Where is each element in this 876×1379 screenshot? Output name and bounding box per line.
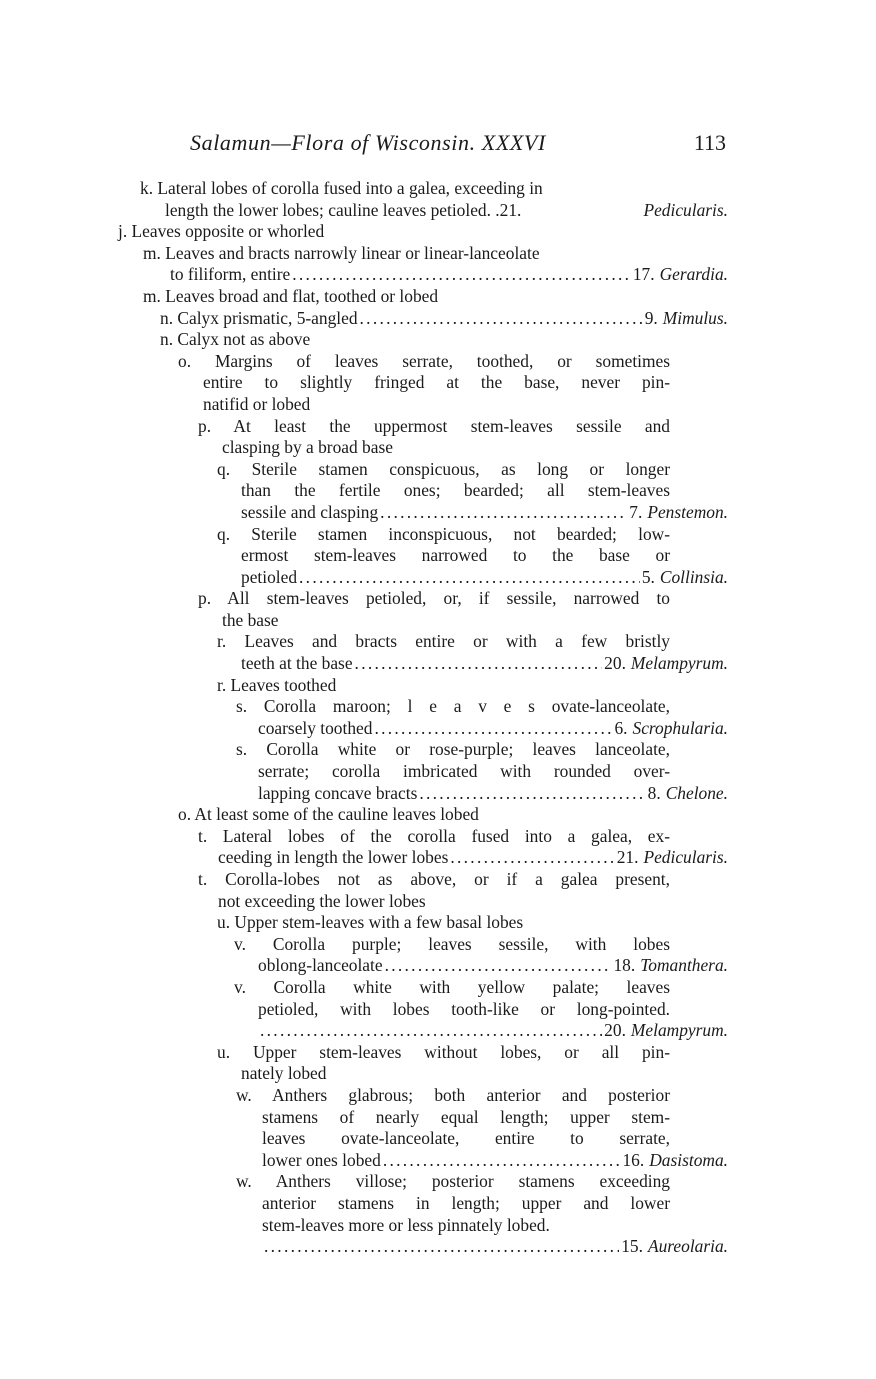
key-text: p. At least the uppermost stem-leaves sessile and [198,415,670,436]
key-line [0,675,876,697]
key-line [0,394,876,416]
key-text: oblong-lanceolate [258,955,383,976]
genus-number: 9. [644,307,658,328]
key-text: m. Leaves and bracts narrowly linear or linear-lanceolate [143,242,540,263]
key-text: petioled [241,566,298,587]
key-line [0,977,876,999]
dot-leader [360,308,643,330]
key-line [0,416,876,438]
key-line [0,891,876,913]
key-line [0,934,876,956]
dot-leader [380,502,627,524]
key-text: teeth at the base [241,653,353,674]
dot-leader [419,783,645,805]
key-line [0,588,876,610]
running-title: Salamun—Flora of Wisconsin. XXXVI [190,130,546,155]
key-line [0,243,876,265]
key-text: petioled, with lobes tooth-like or long-pointed. [258,998,670,1019]
key-line [0,567,876,589]
genus-name: Pedicularis. [643,199,728,220]
key-text: coarsely toothed [258,717,373,738]
key-line [0,264,876,286]
dot-leader [355,653,603,675]
key-text: t. Corolla-lobes not as above, or if a galea present, [198,869,670,889]
key-text: q. Sterile stamen inconspicuous, not bearded; low- [217,523,670,544]
key-text: lapping concave bracts [258,782,418,803]
key-text: leaves ovate-lanceolate, entire to serrate, [262,1128,670,1149]
genus-number: 5. [641,566,655,587]
key-line [0,329,876,351]
key-text: o. Margins of leaves serrate, toothed, or sometimes [178,350,670,371]
key-line [0,783,876,805]
key-text: u. Upper stem-leaves without lobes, or all pin- [217,1041,670,1062]
genus-name: Aureolaria. [647,1236,728,1257]
key-line [0,739,876,761]
key-line [0,351,876,373]
key-text: n. Calyx prismatic, 5-angled [160,307,358,328]
key-line [0,1085,876,1107]
key-line [0,999,876,1021]
key-text: s. Corolla white or rose-purple; leaves lanceolate, [236,739,670,760]
key-text: n. Calyx not as above [160,329,311,350]
key-text: ceeding in length the lower lobes [218,847,449,868]
key-text: w. Anthers villose; posterior stamens exceeding [236,1171,670,1192]
key-line [0,653,876,675]
key-text: length the lower lobes; cauline leaves petioled. .21. [165,199,522,220]
genus-name: Melampyrum. [630,653,728,674]
key-text: v. Corolla purple; leaves sessile, with lobes [234,933,670,954]
key-line [0,459,876,481]
key-text: w. Anthers glabrous; both anterior and posterior [236,1084,670,1105]
key-text: to filiform, entire [170,264,291,285]
dot-leader [450,847,614,869]
key-line [0,1236,876,1258]
key-line [0,545,876,567]
dot-leader [260,1020,602,1042]
key-line [0,200,876,222]
identification-key [0,178,876,1258]
key-line [0,286,876,308]
key-text: lower ones lobed [262,1149,381,1170]
page-number: 113 [693,130,726,155]
genus-number: 16. [622,1149,645,1170]
key-text: p. All stem-leaves petioled, or, if sessile, narrowed to [198,588,670,609]
key-text: stamens of nearly equal length; upper stem- [262,1106,670,1127]
key-line [0,869,876,891]
genus-number: 20. [604,653,626,674]
genus-name: Pedicularis. [643,847,728,868]
key-text: v. Corolla white with yellow palate; leaves [234,976,670,997]
genus-name: Collinsia. [659,566,728,587]
key-line [0,1193,876,1215]
key-text: stem-leaves more or less pinnately lobed. [262,1214,550,1235]
genus-name: Gerardia. [659,264,728,285]
dot-leader [292,264,631,286]
dot-leader [299,567,640,589]
key-line [0,1128,876,1150]
dot-leader [264,1236,619,1258]
genus-name: Mimulus. [662,307,728,328]
genus-name: Chelone. [665,782,728,803]
key-line [0,524,876,546]
key-line [0,955,876,977]
key-text: ermost stem-leaves narrowed to the base or [241,545,670,566]
key-line [0,178,876,200]
genus-number: 17. [632,264,655,285]
key-line [0,696,876,718]
key-text: clasping by a broad base [222,437,393,458]
key-line [0,610,876,632]
key-line [0,372,876,394]
key-line [0,847,876,869]
genus-name: Tomanthera. [640,955,728,976]
key-text: j. Leaves opposite or whorled [118,221,325,242]
dot-leader [374,718,612,740]
key-line [0,437,876,459]
key-text: s. Corolla maroon; l e a v e s ovate-lanceolate, [236,696,670,717]
key-line [0,718,876,740]
key-text: t. Lateral lobes of the corolla fused into a galea, ex- [198,825,670,846]
key-text: anterior stamens in length; upper and lower [262,1192,670,1213]
genus-number: 15. [621,1236,643,1257]
key-line [0,1042,876,1064]
key-line [0,761,876,783]
key-text: not exceeding the lower lobes [218,890,426,911]
key-line [0,912,876,934]
genus-number: 7. [629,501,643,522]
genus-name: Dasistoma. [649,1149,728,1170]
key-line [0,1020,876,1042]
key-line [0,1107,876,1129]
key-text: nately lobed [241,1063,327,1084]
genus-number: 21. [616,847,639,868]
key-text: q. Sterile stamen conspicuous, as long or longer [217,458,670,479]
key-line [0,480,876,502]
key-line [0,1171,876,1193]
key-text: r. Leaves toothed [217,674,337,695]
key-text: natifid or lobed [203,393,311,414]
key-line [0,502,876,524]
key-line [0,1150,876,1172]
genus-number: 18. [613,955,636,976]
key-text: serrate; corolla imbricated with rounded over- [258,761,670,782]
key-text: k. Lateral lobes of corolla fused into a galea, exceeding in [140,178,543,198]
key-text: than the fertile ones; bearded; all stem-leaves [241,480,670,501]
key-text: the base [222,609,279,630]
key-text: o. At least some of the cauline leaves lobed [178,804,479,825]
dot-leader [385,955,612,977]
dot-leader [383,1150,621,1172]
key-text: u. Upper stem-leaves with a few basal lobes [217,912,524,933]
key-line [0,804,876,826]
key-line [0,631,876,653]
key-line [0,1215,876,1237]
key-text: m. Leaves broad and flat, toothed or lobed [143,285,439,306]
key-text: entire to slightly fringed at the base, never pin- [203,372,670,393]
key-text: sessile and clasping [241,501,379,522]
genus-name: Melampyrum. [630,1020,728,1041]
key-line [0,308,876,330]
key-line [0,221,876,243]
key-text: r. Leaves and bracts entire or with a few bristly [217,631,670,652]
genus-number: 20. [604,1020,626,1041]
running-header [190,130,730,160]
genus-name: Penstemon. [647,501,728,522]
genus-number: 6. [614,717,628,738]
key-line [0,826,876,848]
key-line [0,1063,876,1085]
genus-number: 8. [647,782,661,803]
genus-name: Scrophularia. [632,717,728,738]
